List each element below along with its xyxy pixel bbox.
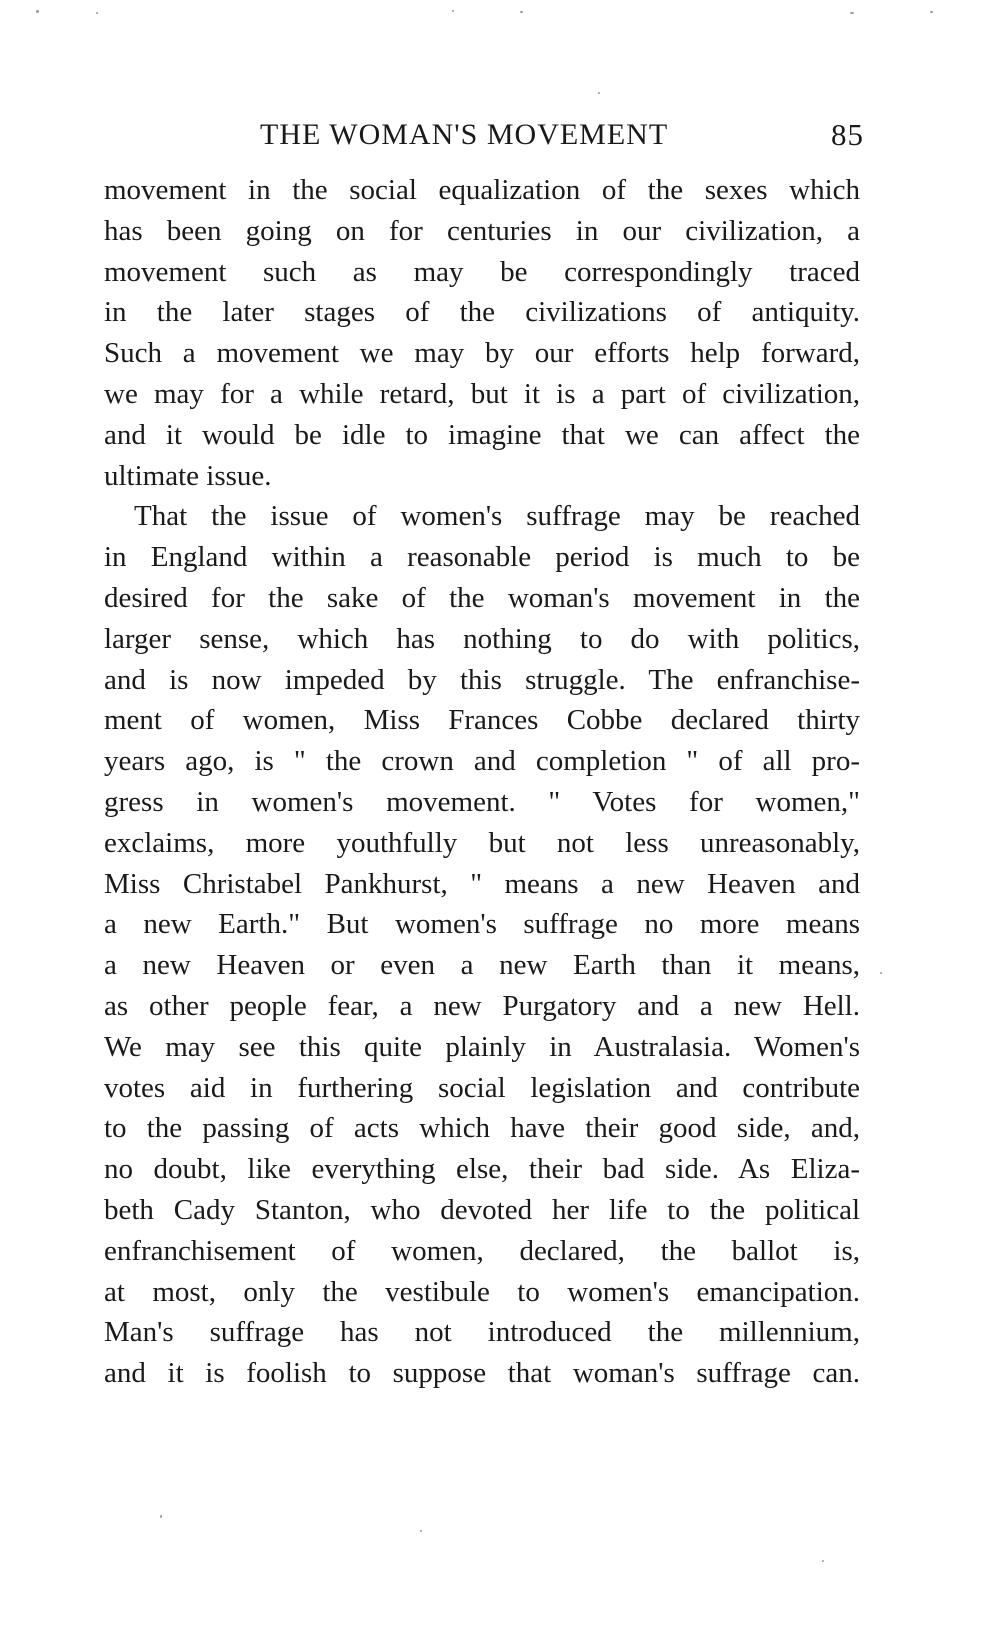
- scan-speck: [520, 11, 523, 13]
- scan-speck: [96, 12, 98, 14]
- scan-speck: [36, 10, 39, 13]
- text-line: no doubt, like everything else, their bad side. As Eliza-: [104, 1153, 860, 1186]
- text-line: enfranchisement of women, declared, the ballot is,: [104, 1234, 860, 1267]
- scan-speck: [850, 12, 854, 14]
- scan-speck: [598, 92, 600, 94]
- text-line: movement in the social equalization of the sexes which: [104, 174, 860, 206]
- text-line: a new Heaven or even a new Earth than it means,: [104, 949, 860, 982]
- text-line: to the passing of acts which have their good side, and,: [104, 1112, 860, 1145]
- text-line: and is now impeded by this struggle. The enfranchise-: [104, 663, 860, 696]
- scan-speck: [160, 1515, 162, 1518]
- running-head-title: THE WOMAN'S MOVEMENT: [260, 118, 669, 151]
- text-line: votes aid in furthering social legislation and contribute: [104, 1071, 860, 1104]
- text-line: as other people fear, a new Purgatory and a new Hell.: [104, 989, 860, 1022]
- text-line: larger sense, which has nothing to do with politics,: [104, 622, 860, 655]
- text-line: movement such as may be correspondingly traced: [104, 255, 860, 288]
- text-line: We may see this quite plainly in Australasia. Women's: [104, 1030, 860, 1063]
- text-line: ment of women, Miss Frances Cobbe declared thirty: [104, 704, 860, 737]
- text-line: and it is foolish to suppose that woman's suffrage can.: [104, 1357, 860, 1390]
- text-line: a new Earth." But women's suffrage no more means: [104, 908, 860, 941]
- text-line: beth Cady Stanton, who devoted her life to the political: [104, 1193, 860, 1226]
- paragraph-start-line: That the issue of women's suffrage may be reached: [134, 500, 860, 533]
- scan-speck: [930, 11, 933, 13]
- text-line: at most, only the vestibule to women's emancipation.: [104, 1275, 860, 1308]
- text-line: exclaims, more youthfully but not less unreasonably,: [104, 826, 860, 859]
- scan-speck: [420, 1530, 422, 1532]
- text-line: desired for the sake of the woman's movement in the: [104, 581, 860, 614]
- text-line: in the later stages of the civilizations of antiquity.: [104, 296, 860, 329]
- text-line: years ago, is " the crown and completion " of all pro-: [104, 745, 860, 778]
- text-line: Such a movement we may by our efforts help forward,: [104, 337, 860, 370]
- scan-speck: [880, 972, 882, 974]
- scan-speck: [822, 1560, 824, 1562]
- page-number: 85: [831, 117, 864, 152]
- text-line: ultimate issue.: [104, 459, 272, 492]
- body-text: [104, 170, 860, 1394]
- text-line: we may for a while retard, but it is a part of civilization,: [104, 377, 860, 410]
- text-line: in England within a reasonable period is much to be: [104, 541, 860, 574]
- text-line: has been going on for centuries in our civilization, a: [104, 214, 860, 247]
- text-line: Miss Christabel Pankhurst, " means a new Heaven and: [104, 867, 860, 900]
- running-head: [104, 113, 864, 157]
- scan-speck: [452, 10, 454, 12]
- text-line: and it would be idle to imagine that we can affect the: [104, 418, 860, 451]
- text-line: Man's suffrage has not introduced the millennium,: [104, 1316, 860, 1349]
- text-line: gress in women's movement. " Votes for women,": [104, 785, 860, 818]
